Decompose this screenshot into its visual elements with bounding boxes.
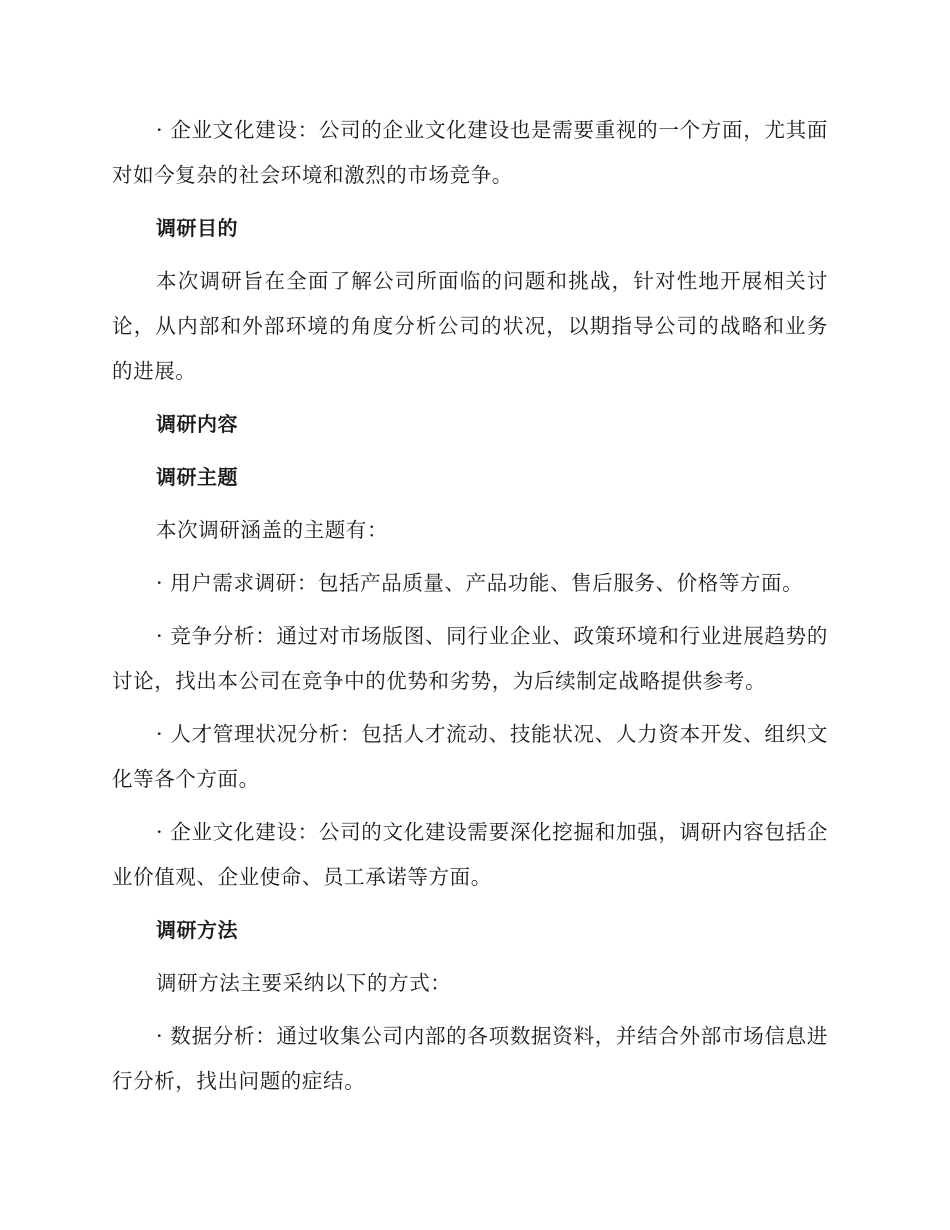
bullet-data-analysis: · 数据分析：通过收集公司内部的各项数据资料，并结合外部市场信息进行分析，找出问题的症结。 <box>112 1024 828 1093</box>
bullet-talent: · 人才管理状况分析：包括人才流动、技能状况、人力资本开发、组织文化等各个方面。 <box>112 722 828 791</box>
topics-intro: 本次调研涵盖的主题有： <box>156 518 389 542</box>
heading-research-methods: 调研方法 <box>156 918 238 942</box>
heading-research-content: 调研内容 <box>156 412 238 436</box>
bullet-culture-building-intro: · 企业文化建设：公司的企业文化建设也是需要重视的一个方面，尤其面对如今复杂的社会环境和激烈的市场竞争。 <box>112 118 828 187</box>
heading-research-purpose: 调研目的 <box>156 216 238 240</box>
bullet-culture-building: · 企业文化建设：公司的文化建设需要深化挖掘和加强，调研内容包括企业价值观、企业使命、员工承诺等方面。 <box>112 820 828 889</box>
bullet-competition: · 竞争分析：通过对市场版图、同行业企业、政策环境和行业进展趋势的讨论，找出本公司在竞争中的优势和劣势，为后续制定战略提供参考。 <box>112 624 828 693</box>
methods-intro: 调研方法主要采纳以下的方式： <box>156 971 452 995</box>
document-page <box>112 108 828 1112</box>
bullet-user-needs: · 用户需求调研：包括产品质量、产品功能、售后服务、价格等方面。 <box>156 571 804 595</box>
research-purpose-text: 本次调研旨在全面了解公司所面临的问题和挑战，针对性地开展相关讨论，从内部和外部环境的角度分析公司的状况，以期指导公司的战略和业务的进展。 <box>112 269 828 383</box>
heading-research-topics: 调研主题 <box>156 465 238 489</box>
